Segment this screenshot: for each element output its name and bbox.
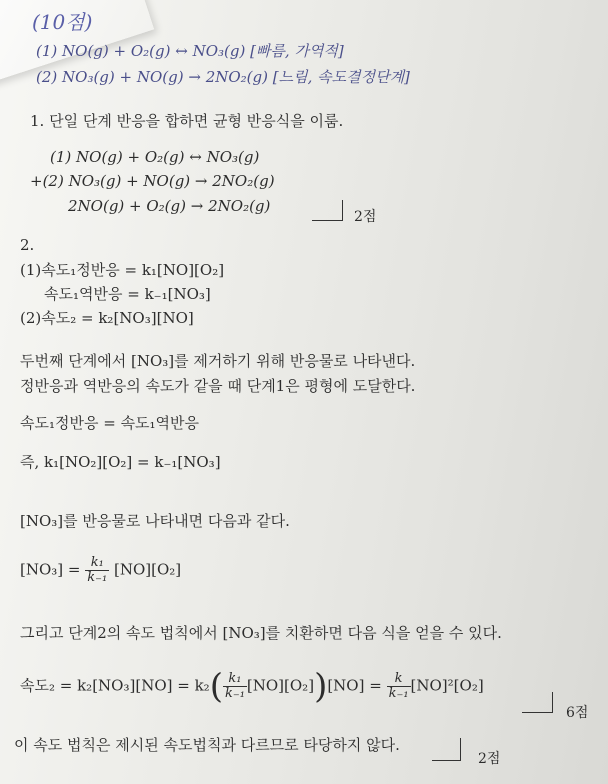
explanation-3: [NO₃]를 반응물로 나타내면 다음과 같다. [20,512,290,530]
no3-denominator: k₋₁ [87,570,108,585]
explanation-1: 두번째 단계에서 [NO₃]를 제거하기 위해 반응물로 나타낸다. [20,352,416,370]
final-fraction-2 [387,672,411,701]
sum-line-1: (1) NO(g) + O₂(g) ↔ NO₃(g) [50,148,260,166]
mechanism-step-1: (1) NO(g) + O₂(g) ↔ NO₃(g) [빠름, 가역적] [36,42,344,60]
left-paren: ( [209,666,223,707]
score-final: 6점 [566,705,589,721]
final-denominator-1: k₋₁ [224,686,245,701]
part2-heading: 2. [20,236,35,254]
no3-lhs: [NO₃] = [20,560,81,579]
explanation-4: 그리고 단계2의 속도 법칙에서 [NO₃]를 치환하면 다음 식을 얻을 수 있다. [20,624,502,642]
sum-result: 2NO(g) + O₂(g) → 2NO₂(g) [68,197,271,215]
score-mark [432,738,461,761]
final-part-c: [NO] = [327,676,382,695]
no3-fraction [85,556,109,585]
final-numerator-2: k [387,672,411,687]
no3-numerator: k₁ [85,556,109,571]
equilibrium-eq: 즉, k₁[NO₂][O₂] = k₋₁[NO₃] [20,453,221,471]
points-label: (10점) [32,10,93,34]
rate-step2: (2)속도₂ = k₂[NO₃][NO] [20,309,194,327]
final-denominator-2: k₋₁ [388,686,409,701]
final-part-b: [NO][O₂] [246,676,315,695]
final-part-a: 속도₂ = k₂[NO₃][NO] = k₂ [20,676,210,695]
sum-line-2: +(2) NO₃(g) + NO(g) → 2NO₂(g) [30,172,275,190]
mechanism-step-2: (2) NO₃(g) + NO(g) → 2NO₂(g) [느림, 속도결정단계] [36,68,410,86]
explanation-2: 정반응과 역반응의 속도가 같을 때 단계1은 평형에 도달한다. [20,377,416,395]
final-part-d: [NO]²[O₂] [410,676,484,695]
right-paren: ) [314,666,328,707]
final-rate-law [20,666,484,707]
conclusion: 이 속도 법칙은 제시된 속도법칙과 다르므로 타당하지 않다. [14,736,400,754]
score-part1: 2점 [354,209,377,225]
final-fraction-1 [223,672,247,701]
score-mark [312,200,343,221]
no3-expression [20,556,181,585]
no3-rhs: [NO][O₂] [114,560,182,579]
part1-heading: 1. 단일 단계 반응을 합하면 균형 반응식을 이룸. [30,112,344,130]
equal-rates: 속도₁정반응 = 속도₁역반응 [20,414,200,432]
rate-reverse: 속도₁역반응 = k₋₁[NO₃] [44,285,211,303]
score-mark [522,692,553,713]
rate-forward: (1)속도₁정반응 = k₁[NO][O₂] [20,261,225,279]
final-numerator-1: k₁ [223,672,247,687]
score-conclusion: 2점 [478,751,501,767]
